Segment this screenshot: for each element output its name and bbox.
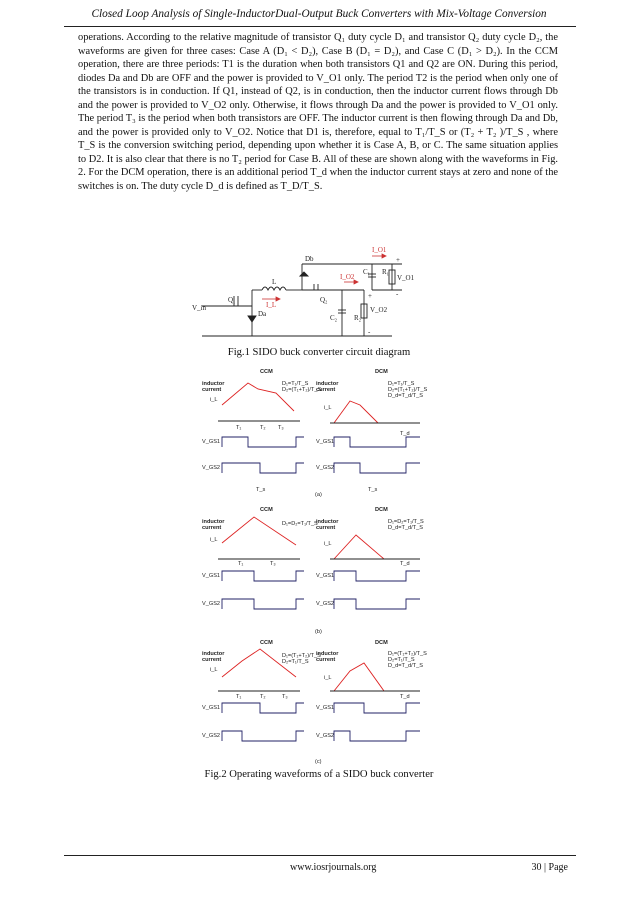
a-ccm-vgs2-trace xyxy=(222,463,304,473)
b-ccm-vgs1: V_GS1 xyxy=(202,573,221,579)
b-ccm-title: CCM xyxy=(260,507,273,513)
b-dcm-eq1: D₁=D₂=T₁/T_S xyxy=(388,519,424,525)
c-ccm-t2: T₂ xyxy=(260,694,266,700)
a-dcm-td: T_d xyxy=(400,431,410,437)
a-dcm-vgs2-trace xyxy=(334,463,420,473)
a-ccm-t1: T₁ xyxy=(236,425,242,431)
a-ccm-vgs2: V_GS2 xyxy=(202,465,221,471)
b-dcm-current: current xyxy=(316,525,336,531)
label-c1: C₁ xyxy=(363,268,371,276)
b-dcm-inductor: inductor xyxy=(316,519,339,525)
c-dcm-current: current xyxy=(316,657,336,663)
label-r1: R₁ xyxy=(382,268,390,276)
paragraph-text: operations. According to the relative magnitude of transistor Q₁ duty cycle D₁ and transistor Q₂ duty cycle D₂, the waveforms are given for three cases: Case A (D₁ < D₂), Case B (D₁ = D₂), and Case C (D₁ > D₂). In the CCM operation, there are three periods: T1 is the duration when both transistors Q1 and Q2 are ON. During this period, diodes Da and Db are OFF and the power is provided to V_O1 only. The period T2 is the period when only one of the transistors is in conduction. If Q1, instead of Q2, is in conduction, then the inductor current flows through Db and the power is provided to V_O2 only. Otherwise, it flows through Da and the power is provided to V_O1 only. The period T₃ is the period when both transistors are OFF. The inductor current is then flowing through Da and Db, and the power is provided only to V_O2. Notice that D1 is, therefore, equal to T₁/T_S or (T₂ + T₂ )/T_S , where T_S is the conversion switching period, depending upon whether it is Case A, B, or C. The same situation applies to D2. It is also clear that there is no T₂ period for Case B. All of these are shown along with the waveforms in Fig. 2. For the DCM operation, there is an additional period T_d when the inductor current stays at zero and none of the switches is on. The duty cycle D_d is defined as T_D/T_S. xyxy=(78,32,558,193)
c-dcm-eq3: D_d=T_d/T_S xyxy=(388,663,423,669)
a-label: (a) xyxy=(315,492,322,498)
a-dcm-il: i_L xyxy=(324,405,332,411)
b-ccm-inductor: inductor xyxy=(202,519,225,525)
circuit-diagram xyxy=(192,244,442,344)
label-io2: I_O2 xyxy=(340,273,355,281)
a-ccm-vgs1: V_GS1 xyxy=(202,439,221,445)
label-il: I_L xyxy=(266,301,277,309)
running-header: Closed Loop Analysis of Single-InductorDual-Output Buck Converters with Mix-Voltage Conversion xyxy=(91,8,547,20)
c-dcm-vgs1: V_GS1 xyxy=(316,705,335,711)
a-ccm-ts: T_s xyxy=(256,487,266,493)
body-paragraph xyxy=(78,31,558,194)
c-dcm-title: DCM xyxy=(375,640,388,646)
label-r2: R₂ xyxy=(354,314,362,322)
label-plus-1: + xyxy=(396,256,400,264)
c-dcm-eq1: D₁=(T₁+T₂)/T_S xyxy=(388,651,427,657)
b-ccm-current: current xyxy=(202,525,222,531)
waveform-figure xyxy=(200,365,440,765)
a-dcm-inductor: inductor xyxy=(316,381,339,387)
label-minus-1: - xyxy=(396,290,399,298)
footer-page-number: 30 | Page xyxy=(531,862,568,873)
c-ccm-t3: T₃ xyxy=(282,694,288,700)
label-c2: C₂ xyxy=(330,314,338,322)
b-ccm-vgs2-trace xyxy=(222,599,304,609)
c-ccm-inductor: inductor xyxy=(202,651,225,657)
c-label: (c) xyxy=(315,759,322,765)
a-dcm-ts: T_s xyxy=(368,487,378,493)
a-dcm-current: current xyxy=(316,387,336,393)
b-dcm-eq2: D_d=T_d/T_S xyxy=(388,525,423,531)
c-ccm-vgs2-trace xyxy=(222,731,304,741)
label-db: Db xyxy=(305,255,314,263)
a-dcm-title: DCM xyxy=(375,369,388,375)
c-ccm-eq1: D₁=(T₁+T₂)/T_S xyxy=(282,653,321,659)
a-ccm-vgs1-trace xyxy=(222,437,304,447)
c-ccm-il: i_L xyxy=(210,667,218,673)
b-dcm-title: DCM xyxy=(375,507,388,513)
b-ccm-t1: T₁ xyxy=(238,561,244,567)
a-ccm-eq2: D₂=(T₁+T₂)/T_S xyxy=(282,387,322,393)
b-dcm-vgs2: V_GS2 xyxy=(316,601,335,607)
a-dcm-eq3: D_d=T_d/T_S xyxy=(388,393,423,399)
footer-rule xyxy=(64,855,576,856)
label-l: L xyxy=(272,278,277,286)
label-vo2: V_O2 xyxy=(370,306,388,314)
label-da: Da xyxy=(258,310,267,318)
a-ccm-title: CCM xyxy=(260,369,273,375)
c-ccm-eq2: D₂=T₁/T_S xyxy=(282,659,309,665)
b-ccm-vgs2: V_GS2 xyxy=(202,601,221,607)
c-ccm-vgs1: V_GS1 xyxy=(202,705,221,711)
b-ccm-vgs1-trace xyxy=(222,571,304,581)
a-dcm-vgs1: V_GS1 xyxy=(316,439,335,445)
label-vin: V_in xyxy=(192,304,206,312)
a-ccm-eq1: D₁=T₁/T_S xyxy=(282,381,309,387)
c-ccm-t1: T₁ xyxy=(236,694,242,700)
label-io1: I_O1 xyxy=(372,246,387,254)
c-dcm-vgs1-trace xyxy=(334,703,420,713)
a-ccm-t3: T₃ xyxy=(278,425,284,431)
c-dcm-vgs2: V_GS2 xyxy=(316,733,335,739)
c-ccm-current: current xyxy=(202,657,222,663)
b-dcm-vgs2-trace xyxy=(334,599,420,609)
fig1-caption: Fig.1 SIDO buck converter circuit diagram xyxy=(227,347,411,358)
c-dcm-td: T_d xyxy=(400,694,410,700)
a-ccm-current: current xyxy=(202,387,222,393)
a-dcm-il-trace xyxy=(330,401,420,423)
b-label: (b) xyxy=(315,629,322,635)
c-dcm-inductor: inductor xyxy=(316,651,339,657)
header-rule xyxy=(64,26,576,27)
a-dcm-eq2: D₂=(T₁+T₂)/T_S xyxy=(388,387,428,393)
b-dcm-il: i_L xyxy=(324,541,332,547)
b-ccm-eq1: D₁=D₂=T₁/T_S xyxy=(282,521,318,527)
b-ccm-il: i_L xyxy=(210,537,218,543)
a-ccm-t2: T₂ xyxy=(260,425,266,431)
footer-url: www.iosrjournals.org xyxy=(290,862,377,873)
label-q1: Q₁ xyxy=(228,296,236,304)
a-dcm-vgs1-trace xyxy=(334,437,420,447)
label-q2: Q₂ xyxy=(320,296,328,304)
c-ccm-vgs1-trace xyxy=(222,703,304,713)
c-dcm-vgs2-trace xyxy=(334,731,420,741)
label-plus-2: + xyxy=(368,292,372,300)
label-vo1: V_O1 xyxy=(397,274,415,282)
b-dcm-il-trace xyxy=(330,535,420,559)
b-ccm-t3: T₃ xyxy=(270,561,276,567)
b-dcm-vgs1: V_GS1 xyxy=(316,573,335,579)
c-dcm-il: i_L xyxy=(324,675,332,681)
a-ccm-inductor: inductor xyxy=(202,381,225,387)
label-minus-2: - xyxy=(368,328,371,336)
c-ccm-vgs2: V_GS2 xyxy=(202,733,221,739)
b-dcm-td: T_d xyxy=(400,561,410,567)
c-ccm-title: CCM xyxy=(260,640,273,646)
b-dcm-vgs1-trace xyxy=(334,571,420,581)
c-dcm-eq2: D₂=T₁/T_S xyxy=(388,657,415,663)
a-dcm-vgs2: V_GS2 xyxy=(316,465,335,471)
a-dcm-eq1: D₁=T₁/T_S xyxy=(388,381,415,387)
a-ccm-il: i_L xyxy=(210,397,218,403)
fig2-caption: Fig.2 Operating waveforms of a SIDO buck converter xyxy=(204,769,434,780)
